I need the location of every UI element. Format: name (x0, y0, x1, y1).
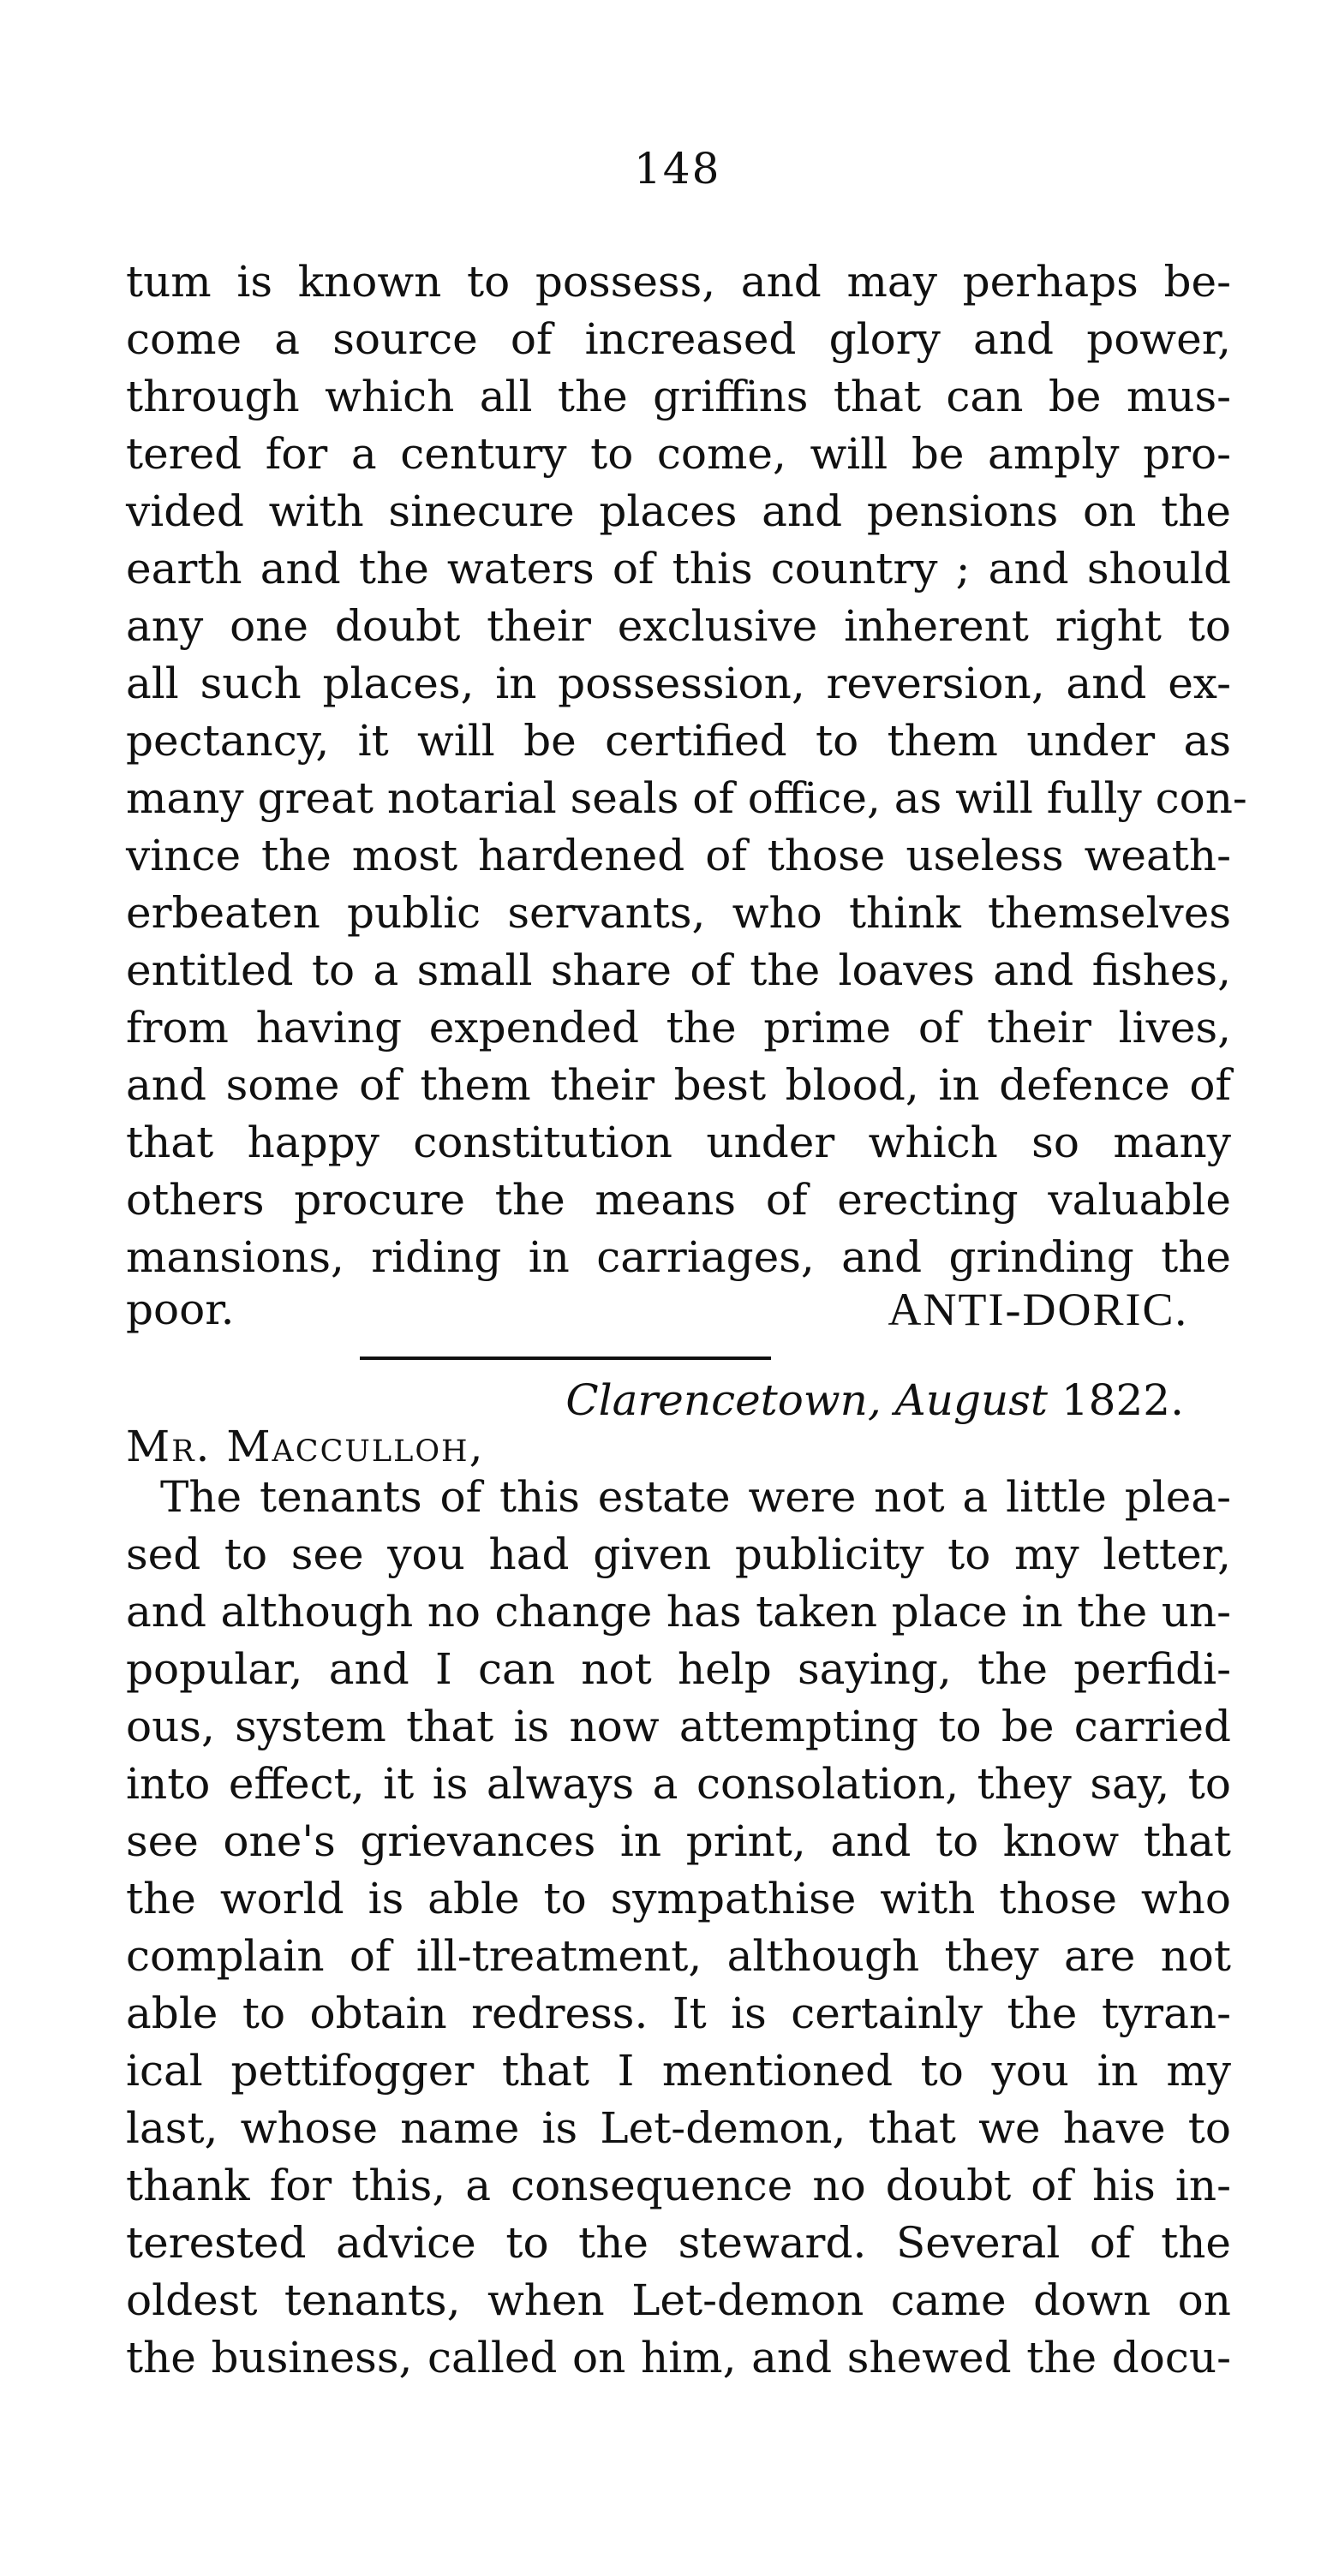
text-line: pectancy, it will be certified to them under as (126, 716, 1231, 766)
signoff-line (126, 1281, 1188, 1339)
text-line: erbeaten public servants, who think themselves (126, 888, 1231, 938)
text-line: sed to see you had given publicity to my letter, (126, 1530, 1231, 1579)
text-line: all such places, in possession, reversion, and ex- (126, 659, 1231, 708)
text-line: through which all the griffins that can be mus- (126, 372, 1231, 421)
text-line: into effect, it is always a consolation, they say, to (126, 1759, 1231, 1809)
text-line: The tenants of this estate were not a little plea- (160, 1472, 1231, 1522)
text-line: popular, and I can not help saying, the perfidi- (126, 1644, 1231, 1694)
text-line: any one doubt their exclusive inherent right to (126, 601, 1231, 651)
text-line: thank for this, a consequence no doubt of his in- (126, 2161, 1231, 2210)
text-line: mansions, riding in carriages, and grinding the (126, 1232, 1231, 1282)
closing-word: poor. (126, 1285, 235, 1334)
page-number: 148 (634, 144, 721, 194)
text-line: entitled to a small share of the loaves and fishes, (126, 945, 1231, 995)
dateline-month: August (894, 1375, 1048, 1425)
text-line: others procure the means of erecting valuable (126, 1175, 1231, 1225)
text-line: complain of ill-treatment, although they are not (126, 1931, 1231, 1981)
text-line: ical pettifogger that I mentioned to you in my (126, 2046, 1231, 2096)
author-signature: ANTI-DORIC. (888, 1284, 1188, 1335)
text-line: vided with sinecure places and pensions on the (126, 486, 1231, 536)
section-divider (360, 1357, 771, 1360)
text-line: come a source of increased glory and power, (126, 314, 1231, 364)
text-line: many great notarial seals of office, as will fully con- (126, 773, 1247, 823)
text-line: able to obtain redress. It is certainly the tyran- (126, 1989, 1231, 2038)
text-line: earth and the waters of this country ; and should (126, 544, 1231, 593)
text-line: see one's grievances in print, and to know that (126, 1816, 1231, 1866)
dateline-year: 1822. (1061, 1375, 1184, 1425)
text-line: the world is able to sympathise with those who (126, 1874, 1231, 1923)
text-line: terested advice to the steward. Several of the (126, 2218, 1231, 2268)
text-line: the business, called on him, and shewed the docu- (126, 2333, 1231, 2382)
dateline (565, 1372, 1184, 1429)
text-line: tum is known to possess, and may perhaps be- (126, 257, 1231, 307)
dateline-place: Clarencetown, (565, 1375, 882, 1425)
paragraph-continued (126, 253, 1247, 1286)
text-line: and some of them their best blood, in defence of (126, 1060, 1231, 1110)
text-line: ous, system that is now attempting to be carried (126, 1702, 1231, 1751)
letter-salutation: Mr. Macculloh, (126, 1422, 485, 1471)
text-line: oldest tenants, when Let-demon came down on (126, 2275, 1231, 2325)
text-line: and although no change has taken place in the un- (126, 1587, 1231, 1637)
text-line: that happy constitution under which so many (126, 1118, 1231, 1167)
text-line: from having expended the prime of their lives, (126, 1003, 1231, 1052)
text-line: last, whose name is Let-demon, that we have to (126, 2103, 1231, 2153)
text-line: vince the most hardened of those useless weath- (126, 831, 1231, 880)
letter-body (126, 1469, 1231, 2387)
text-line: tered for a century to come, will be amply pro- (126, 429, 1231, 479)
